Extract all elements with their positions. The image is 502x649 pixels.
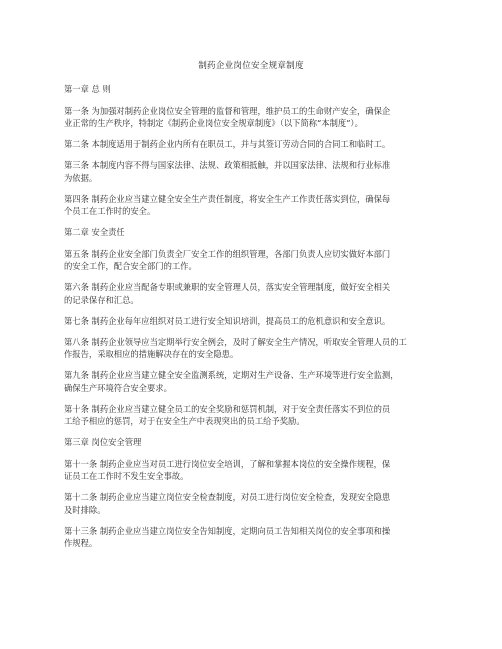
chapter-heading	[64, 83, 442, 96]
text-line: 第一章 总 则	[64, 84, 111, 94]
text-line: 第七条 制药企业每年应组织对员工进行安全知识培训，提高员工的危机意识和安全意识。	[64, 315, 391, 326]
text-line: 第三章 岗位安全管理	[64, 437, 142, 447]
article-paragraph	[64, 105, 442, 130]
document-title: 制药企业岗位安全规章制度	[198, 61, 304, 71]
article-paragraph	[64, 159, 442, 184]
article-paragraph	[64, 336, 442, 361]
text-line: 为依据。	[64, 172, 98, 183]
article-paragraph	[64, 458, 442, 483]
article-paragraph	[64, 281, 442, 306]
text-line: 第十条 制药企业应当建立健全员工的安全奖励和惩罚机制，对于安全责任落实不到位的员	[64, 403, 391, 414]
text-line: 业正常的生产秩序，特制定《制药企业岗位安全规章制度》（以下简称“本制度”）。	[64, 118, 363, 128]
text-line: 第十一条 制药企业应当对员工进行岗位安全培训，了解和掌握本岗位的安全操作规程，保	[64, 458, 391, 469]
text-line: 第一条 为加强对制药企业岗位安全管理的监督和管理，维护员工的生命财产安全，确保企	[64, 105, 391, 116]
article-paragraph	[64, 491, 442, 516]
article-paragraph	[64, 369, 442, 394]
text-line: 第六条 制药企业应当配备专职或兼职的安全管理人员，落实安全管理制度，做好安全相关	[64, 282, 391, 292]
text-line: 证员工在工作时不发生安全事故。	[64, 471, 189, 481]
text-line: 第四条 制药企业应当建立健全安全生产责任制度，将安全生产工作责任落实到位，确保每	[64, 193, 391, 204]
chapter-heading	[64, 436, 442, 449]
text-line: 及时排除。	[64, 504, 106, 515]
text-line: 工给予相应的惩罚，对于在安全生产中表现突出的员工给予奖励。	[64, 416, 305, 426]
text-line: 第二章 安全责任	[64, 227, 125, 237]
text-line: 第十二条 制药企业应当建立岗位安全检查制度，对员工进行岗位安全检查，发现安全隐患	[64, 492, 391, 502]
text-line: 第三条 本制度内容不得与国家法律、法规、政策相抵触，并以国家法律、法规和行业标准	[64, 160, 391, 170]
article-paragraph	[64, 403, 442, 428]
document-body	[64, 83, 442, 558]
text-line: 的记录保存和汇总。	[64, 294, 139, 305]
article-paragraph	[64, 525, 442, 550]
article-paragraph	[64, 193, 442, 218]
article-paragraph	[64, 248, 442, 273]
text-line: 第十三条 制药企业应当建立岗位安全告知制度，定期向员工告知相关岗位的安全事项和操	[64, 525, 391, 536]
text-line: 的安全工作，配合安全部门的工作。	[64, 261, 197, 271]
text-line: 作报告，采取相应的措施解决存在的安全隐患。	[64, 349, 239, 359]
text-line: 确保生产环境符合安全要求。	[64, 382, 172, 393]
article-paragraph	[64, 138, 442, 151]
article-paragraph	[64, 315, 442, 328]
text-line: 作规程。	[64, 538, 98, 548]
text-line: 个员工在工作时的安全。	[64, 206, 156, 216]
text-line: 第二条 本制度适用于制药企业内所有在职员工，并与其签订劳动合同的合同工和临时工。	[64, 139, 391, 149]
text-line: 第九条 制药企业应当建立健全安全监测系统，定期对生产设备、生产环境等进行安全监测，	[64, 370, 399, 380]
chapter-heading	[64, 226, 442, 239]
text-line: 第八条 制药企业领导应当定期举行安全例会，及时了解安全生产情况，听取安全管理人员的工	[64, 336, 407, 347]
text-line: 第五条 制药企业安全部门负责全厂安全工作的组织管理，各部门负责人应切实做好本部门	[64, 248, 391, 259]
